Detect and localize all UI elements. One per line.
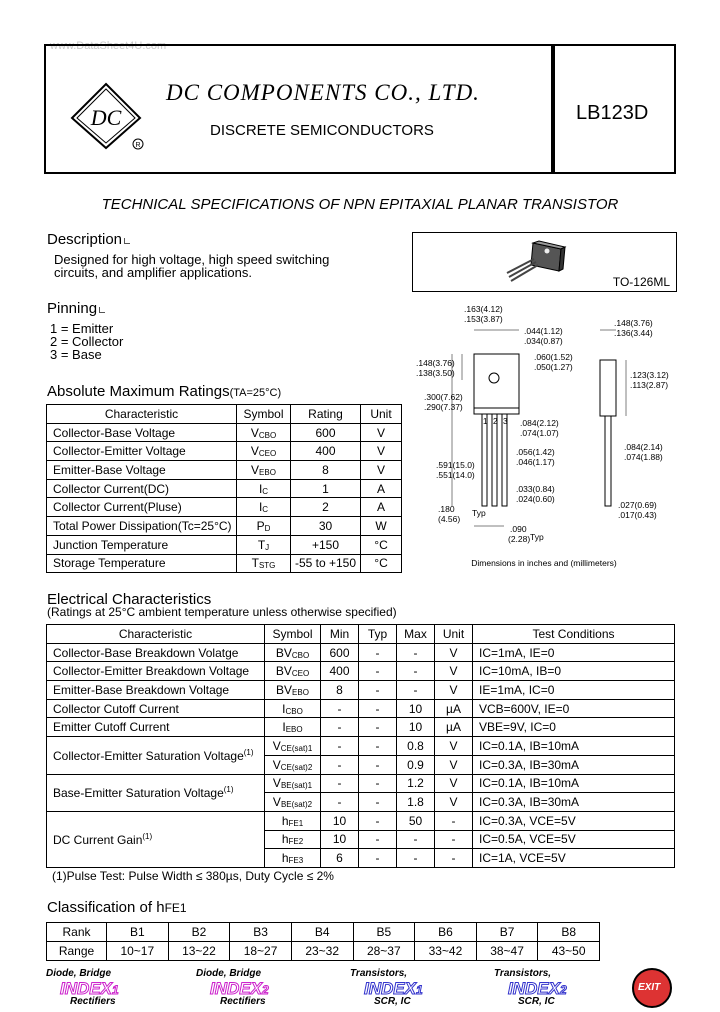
abs-max-row: [47, 554, 402, 573]
pulse-footnote: (1)Pulse Test: Pulse Width ≤ 380µs, Duty Cycle ≤ 2%: [52, 869, 334, 883]
col-rating: Rating: [291, 405, 361, 424]
dimension-label: .551(14.0): [436, 470, 475, 480]
ec-max: 50: [397, 811, 435, 830]
dimension-label: .163(4.12): [464, 304, 503, 314]
ec-max: 0.8: [397, 737, 435, 756]
abs-symbol-main: V: [251, 462, 260, 477]
ec-symbol-main: V: [272, 757, 281, 772]
dimension-label: .113(2.87): [630, 380, 669, 390]
pin-2: 2 = Collector: [50, 334, 124, 349]
rank-cell: B4: [291, 923, 353, 942]
abs-characteristic: Collector Current(Pluse): [47, 498, 237, 517]
ec-max: -: [397, 849, 435, 868]
abs-max-table: [46, 404, 402, 573]
ec-characteristic: Emitter-Base Breakdown Voltage: [47, 681, 265, 700]
abs-max-header-row: [47, 405, 402, 424]
index-number: 2: [559, 983, 567, 997]
ec-condition: VCB=600V, IE=0: [473, 699, 675, 718]
abs-rating: 8: [291, 461, 361, 480]
ec-typ: -: [359, 830, 397, 849]
ec-symbol-main: BV: [275, 645, 292, 660]
abs-symbol-sub: J: [265, 542, 270, 552]
dimension-label: .136(3.44): [614, 328, 653, 338]
ec-symbol: [265, 755, 321, 774]
pinning-heading: Pinning: [47, 300, 105, 317]
dimension-label: .044(1.12): [524, 326, 563, 336]
range-cell: 10~17: [107, 942, 169, 961]
index-link-top: Diode, Bridge: [46, 968, 112, 979]
dimension-drawing: [412, 300, 677, 575]
dimension-label: .060(1.52): [534, 352, 573, 362]
ec-symbol-sub: FE1: [288, 818, 304, 828]
dimension-label: .033(0.84): [516, 484, 555, 494]
ec-condition: IC=0.3A, IB=30mA: [473, 755, 675, 774]
abs-max-row: [47, 442, 402, 461]
description-line1: Designed for high voltage, high speed switching: [54, 252, 330, 267]
logo-text: DC: [90, 105, 122, 130]
range-row: [47, 942, 600, 961]
abs-max-heading: Absolute Maximum Ratings(TA=25°C): [47, 383, 282, 400]
range-cell: 18~27: [230, 942, 292, 961]
ec-symbol: [265, 643, 321, 662]
abs-symbol-main: I: [258, 500, 263, 515]
ec-min: 10: [321, 811, 359, 830]
abs-symbol-sub: CEO: [258, 449, 277, 459]
index-link-bottom: Rectifiers: [220, 996, 266, 1007]
ec-condition: IC=0.1A, IB=10mA: [473, 774, 675, 793]
ec-row: [47, 811, 675, 830]
rank-cell: B5: [353, 923, 415, 942]
abs-symbol-sub: STG: [258, 561, 276, 571]
exit-button[interactable]: [632, 968, 672, 1008]
ec-min: -: [321, 718, 359, 737]
abs-symbol-main: T: [251, 556, 259, 571]
ec-symbol-sub: FE3: [288, 856, 304, 866]
ec-symbol-sub: EBO: [292, 687, 309, 697]
ec-typ: -: [359, 849, 397, 868]
ec-max: 1.2: [397, 774, 435, 793]
ec-condition: IC=10mA, IB=0: [473, 662, 675, 681]
ec-symbol-main: V: [272, 776, 281, 791]
abs-unit: A: [361, 479, 402, 498]
dimension-label: .290(7.37): [424, 402, 463, 412]
abs-symbol-sub: C: [262, 505, 269, 515]
abs-symbol-main: T: [257, 537, 266, 552]
index-number: 1: [415, 983, 423, 997]
abs-rating: -55 to +150: [291, 554, 361, 573]
company-name: DC COMPONENTS CO., LTD.: [166, 80, 480, 105]
dimension-label: .027(0.69): [618, 500, 657, 510]
dimension-label: .074(1.07): [520, 428, 559, 438]
abs-rating: +150: [291, 535, 361, 554]
ec-col-unit: Unit: [435, 625, 473, 644]
abs-symbol: [237, 461, 291, 480]
abs-symbol-sub: CBO: [258, 430, 277, 440]
dimension-note: Dimensions in inches and (millimeters): [471, 558, 617, 568]
index-link-bottom: SCR, IC: [374, 996, 411, 1007]
abs-unit: A: [361, 498, 402, 517]
abs-unit: °C: [361, 554, 402, 573]
index-word: INDEX: [210, 979, 262, 998]
abs-symbol-sub: C: [262, 486, 269, 496]
ec-characteristic-text: Collector-Emitter Saturation Voltage: [53, 748, 244, 763]
ec-characteristic: [47, 737, 265, 774]
ec-row: [47, 718, 675, 737]
ec-symbol: [265, 830, 321, 849]
pin-number-3: 3: [503, 417, 508, 426]
dimension-label: Typ: [530, 532, 544, 542]
ec-symbol-sub: CBO: [291, 650, 310, 660]
ec-max: -: [397, 681, 435, 700]
rank-cell: B8: [538, 923, 600, 942]
range-cell: 23~32: [291, 942, 353, 961]
abs-characteristic: Total Power Dissipation(Tc=25°C): [47, 517, 237, 536]
ec-typ: -: [359, 718, 397, 737]
ec-symbol-main: h: [281, 813, 289, 828]
electrical-header-row: [47, 625, 675, 644]
abs-unit: V: [361, 461, 402, 480]
ec-symbol: [265, 811, 321, 830]
abs-unit: W: [361, 517, 402, 536]
abs-max-row: [47, 461, 402, 480]
dimension-label: .138(3.50): [416, 368, 455, 378]
pin-3: 3 = Base: [50, 347, 102, 362]
dimension-label: .153(3.87): [464, 314, 503, 324]
dimension-label: Typ: [472, 508, 486, 518]
ec-symbol: [265, 699, 321, 718]
ec-min: -: [321, 755, 359, 774]
abs-max-row: [47, 479, 402, 498]
ec-condition: IC=0.5A, VCE=5V: [473, 830, 675, 849]
ec-characteristic-text: DC Current Gain: [53, 832, 143, 847]
ec-min: 400: [321, 662, 359, 681]
dimension-label: .050(1.27): [534, 362, 573, 372]
ec-footnote-ref: (1): [223, 785, 234, 795]
ec-unit: -: [435, 849, 473, 868]
dimension-label: .148(3.76): [614, 318, 653, 328]
range-label: Range: [47, 942, 107, 961]
range-cell: 28~37: [353, 942, 415, 961]
index-link-bottom: Rectifiers: [70, 996, 116, 1007]
ec-col-symbol: Symbol: [265, 625, 321, 644]
col-characteristic: Characteristic: [47, 405, 237, 424]
abs-symbol: [237, 498, 291, 517]
range-cell: 13~22: [168, 942, 230, 961]
ec-characteristic: Collector-Emitter Breakdown Voltage: [47, 662, 265, 681]
ec-row: [47, 737, 675, 756]
abs-characteristic: Collector-Emitter Voltage: [47, 442, 237, 461]
range-cell: 43~50: [538, 942, 600, 961]
ec-min: 600: [321, 643, 359, 662]
ec-typ: -: [359, 699, 397, 718]
index-link-4[interactable]: [494, 968, 604, 1008]
ec-symbol-main: h: [281, 832, 289, 847]
index-link-top: Diode, Bridge: [196, 968, 262, 979]
index-link-top: Transistors,: [350, 968, 408, 979]
ec-min: -: [321, 737, 359, 756]
description-heading: Description: [47, 231, 130, 248]
rank-cell: B7: [476, 923, 538, 942]
abs-characteristic: Collector-Base Voltage: [47, 423, 237, 442]
package-label: TO-126ML: [612, 275, 670, 289]
description-line2: circuits, and amplifier applications.: [54, 265, 252, 280]
rank-row: [47, 923, 600, 942]
ec-typ: -: [359, 681, 397, 700]
abs-rating: 400: [291, 442, 361, 461]
ec-min: 8: [321, 681, 359, 700]
ec-characteristic: [47, 811, 265, 867]
ec-unit: -: [435, 811, 473, 830]
ec-unit: µA: [435, 699, 473, 718]
ec-row: [47, 681, 675, 700]
col-unit: Unit: [361, 405, 402, 424]
ec-symbol-sub: CE(sat)2: [280, 762, 313, 772]
dimension-label: .024(0.60): [516, 494, 555, 504]
ec-min: -: [321, 774, 359, 793]
rank-cell: B2: [168, 923, 230, 942]
col-symbol: Symbol: [237, 405, 291, 424]
abs-rating: 600: [291, 423, 361, 442]
abs-characteristic: Emitter-Base Voltage: [47, 461, 237, 480]
abs-symbol: [237, 423, 291, 442]
abs-symbol: [237, 554, 291, 573]
abs-characteristic: Collector Current(DC): [47, 479, 237, 498]
dimension-label: .090: [510, 524, 527, 534]
ec-characteristic: Emitter Cutoff Current: [47, 718, 265, 737]
ec-footnote-ref: (1): [243, 747, 254, 757]
ec-min: 10: [321, 830, 359, 849]
classification-table: [46, 922, 600, 961]
rank-label: Rank: [47, 923, 107, 942]
ec-symbol: [265, 718, 321, 737]
ec-footnote-ref: (1): [142, 831, 153, 841]
ec-typ: -: [359, 811, 397, 830]
dimension-labels: [416, 304, 669, 544]
rank-cell: B1: [107, 923, 169, 942]
electrical-heading: Electrical Characteristics: [47, 591, 212, 608]
ec-symbol-sub: CEO: [291, 669, 310, 679]
ec-unit: V: [435, 774, 473, 793]
electrical-note: (Ratings at 25°C ambient temperature unless otherwise specified): [47, 605, 397, 619]
abs-max-condition: (TA=25°C): [229, 387, 282, 399]
dimension-label: .148(3.76): [416, 358, 455, 368]
ec-condition: IC=1A, VCE=5V: [473, 849, 675, 868]
ec-symbol: [265, 793, 321, 812]
company-logo: [66, 80, 146, 150]
ec-symbol-sub: BE(sat)2: [280, 800, 313, 810]
ec-typ: -: [359, 774, 397, 793]
dimension-label: .591(15.0): [436, 460, 475, 470]
ec-symbol-sub: CBO: [285, 706, 303, 716]
ec-typ: -: [359, 737, 397, 756]
abs-symbol-sub: D: [264, 523, 271, 533]
ec-unit: µA: [435, 718, 473, 737]
ec-symbol: [265, 662, 321, 681]
ec-max: -: [397, 830, 435, 849]
classification-heading: Classification of hFE1: [47, 899, 187, 916]
index-word: INDEX: [364, 979, 416, 998]
dimension-label: .123(3.12): [630, 370, 669, 380]
ec-min: -: [321, 793, 359, 812]
ec-typ: -: [359, 643, 397, 662]
dimension-label: .074(1.88): [624, 452, 663, 462]
registered-mark: R: [135, 142, 141, 149]
dimension-label: .084(2.14): [624, 442, 663, 452]
ec-col-max: Max: [397, 625, 435, 644]
ec-max: 10: [397, 718, 435, 737]
dimension-label: .034(0.87): [524, 336, 563, 346]
pin-1: 1 = Emitter: [50, 321, 114, 336]
index-link-top: Transistors,: [494, 968, 552, 979]
ec-min: 6: [321, 849, 359, 868]
ec-symbol-main: V: [272, 795, 281, 810]
dimension-label: .084(2.12): [520, 418, 559, 428]
header-divider: [551, 46, 555, 172]
exit-label: EXIT: [638, 982, 661, 993]
ec-condition: IC=0.3A, VCE=5V: [473, 811, 675, 830]
index-word: INDEX: [60, 979, 112, 998]
dimension-label: .300(7.62): [424, 392, 463, 402]
ec-symbol-main: BV: [275, 664, 292, 679]
ec-symbol-sub: EBO: [285, 725, 303, 735]
abs-symbol-main: V: [250, 425, 259, 440]
abs-symbol-main: V: [250, 444, 259, 459]
abs-rating: 30: [291, 517, 361, 536]
ec-row: [47, 662, 675, 681]
watermark: www.DataSheet4U.com: [50, 40, 167, 52]
ec-min: -: [321, 699, 359, 718]
ec-unit: V: [435, 681, 473, 700]
header-box: [44, 44, 676, 174]
ec-symbol: [265, 737, 321, 756]
index-number: 1: [111, 983, 119, 997]
abs-symbol: [237, 535, 291, 554]
ec-max: -: [397, 662, 435, 681]
ec-symbol-sub: BE(sat)1: [280, 781, 313, 791]
index-number: 2: [261, 983, 269, 997]
electrical-table: [46, 624, 675, 868]
ec-col-characteristic: Characteristic: [47, 625, 265, 644]
ec-max: 0.9: [397, 755, 435, 774]
ec-condition: IE=1mA, IC=0: [473, 681, 675, 700]
ec-condition: IC=1mA, IE=0: [473, 643, 675, 662]
ec-symbol-sub: CE(sat)1: [280, 743, 313, 753]
abs-rating: 1: [291, 479, 361, 498]
ec-symbol: [265, 681, 321, 700]
dimension-label: .180: [438, 504, 455, 514]
ec-characteristic: [47, 774, 265, 811]
ec-unit: V: [435, 662, 473, 681]
abs-symbol-main: I: [258, 481, 263, 496]
ec-col-conditions: Test Conditions: [473, 625, 675, 644]
range-cell: 33~42: [415, 942, 477, 961]
abs-unit: °C: [361, 535, 402, 554]
ec-symbol: [265, 774, 321, 793]
ec-unit: -: [435, 830, 473, 849]
ec-symbol-main: h: [281, 851, 289, 866]
abs-symbol-sub: EBO: [259, 467, 276, 477]
index-link-1[interactable]: [46, 968, 156, 1008]
ec-typ: -: [359, 793, 397, 812]
ec-condition: IC=0.3A, IB=30mA: [473, 793, 675, 812]
ec-symbol-main: I: [282, 720, 286, 735]
ec-typ: -: [359, 662, 397, 681]
pin-number-2: 2: [493, 417, 498, 426]
ec-condition: IC=0.1A, IB=10mA: [473, 737, 675, 756]
abs-symbol: [237, 442, 291, 461]
index-link-3[interactable]: [350, 968, 460, 1008]
transistor-package-icon: [503, 239, 573, 287]
abs-max-row: [47, 535, 402, 554]
pin-number-1: 1: [483, 417, 488, 426]
ec-unit: V: [435, 737, 473, 756]
index-link-2[interactable]: [196, 968, 306, 1008]
dimension-label: .017(0.43): [618, 510, 657, 520]
company-subtitle: DISCRETE SEMICONDUCTORS: [210, 122, 434, 139]
ec-row: [47, 643, 675, 662]
ec-unit: V: [435, 755, 473, 774]
ec-unit: V: [435, 793, 473, 812]
ec-characteristic: Collector-Base Breakdown Volatge: [47, 643, 265, 662]
dimension-label: .056(1.42): [516, 447, 555, 457]
ec-characteristic-text: Base-Emitter Saturation Voltage: [53, 786, 224, 801]
ec-symbol-sub: FE2: [288, 837, 304, 847]
ec-condition: VBE=9V, IC=0: [473, 718, 675, 737]
abs-characteristic: Storage Temperature: [47, 554, 237, 573]
range-cell: 38~47: [476, 942, 538, 961]
ec-typ: -: [359, 755, 397, 774]
dimension-label: (2.28): [508, 534, 531, 544]
ec-unit: V: [435, 643, 473, 662]
ec-row: [47, 699, 675, 718]
part-number: LB123D: [576, 102, 649, 124]
package-picture: [412, 232, 677, 292]
rank-cell: B6: [415, 923, 477, 942]
ec-max: -: [397, 643, 435, 662]
abs-symbol: [237, 517, 291, 536]
ec-symbol: [265, 849, 321, 868]
abs-max-row: [47, 517, 402, 536]
abs-max-row: [47, 423, 402, 442]
ec-col-typ: Typ: [359, 625, 397, 644]
dimension-label: (4.56): [438, 514, 461, 524]
abs-unit: V: [361, 423, 402, 442]
abs-characteristic: Junction Temperature: [47, 535, 237, 554]
ec-characteristic: Collector Cutoff Current: [47, 699, 265, 718]
document-title: TECHNICAL SPECIFICATIONS OF NPN EPITAXIAL PLANAR TRANSISTOR: [101, 196, 619, 213]
abs-symbol: [237, 479, 291, 498]
ec-row: [47, 774, 675, 793]
ec-symbol-main: I: [282, 701, 286, 716]
abs-symbol-main: P: [256, 518, 265, 533]
ec-max: 10: [397, 699, 435, 718]
dimension-label: .046(1.17): [516, 457, 555, 467]
abs-unit: V: [361, 442, 402, 461]
rank-cell: B3: [230, 923, 292, 942]
ec-symbol-main: BV: [276, 682, 293, 697]
index-link-bottom: SCR, IC: [518, 996, 555, 1007]
index-word: INDEX: [508, 979, 560, 998]
ec-col-min: Min: [321, 625, 359, 644]
abs-rating: 2: [291, 498, 361, 517]
ec-symbol-main: V: [272, 738, 281, 753]
abs-max-row: [47, 498, 402, 517]
ec-max: 1.8: [397, 793, 435, 812]
